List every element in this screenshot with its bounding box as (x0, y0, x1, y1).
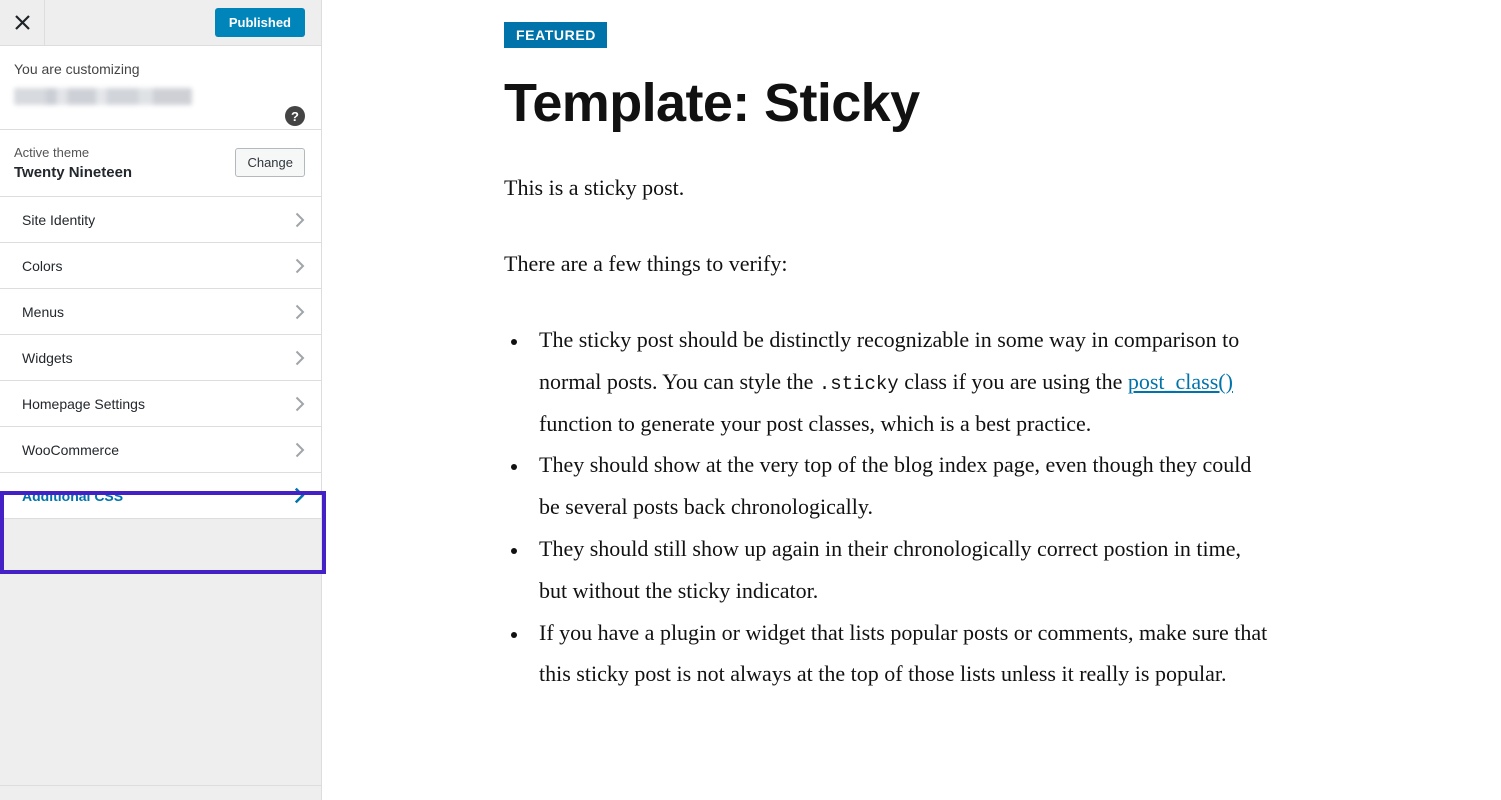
active-theme-label: Active theme (14, 145, 90, 160)
sidebar-item-widgets[interactable] (0, 335, 321, 381)
sidebar-item-label: Homepage Settings (22, 395, 145, 412)
sidebar-item-label: Colors (22, 257, 63, 274)
chevron-right-icon (295, 442, 305, 458)
list-item-text-part: class if you are using the (898, 368, 1128, 394)
sidebar-item-label: Menus (22, 303, 65, 320)
change-theme-button[interactable]: Change (235, 148, 305, 177)
list-item: • They should still show up again in their chronologically correct postion in time, but without the sticky indicator. (529, 528, 1274, 612)
sidebar-item-additional-css[interactable] (0, 473, 321, 519)
chevron-right-icon (295, 304, 305, 320)
sidebar-item-label: Additional CSS (22, 487, 124, 504)
featured-badge: FEATURED (504, 22, 607, 48)
customizing-info (0, 46, 321, 130)
chevron-right-icon (295, 350, 305, 366)
site-preview (322, 0, 1501, 800)
publish-button[interactable]: Published (215, 8, 305, 38)
sidebar-item-menus[interactable] (0, 289, 321, 335)
sidebar-item-label: WooCommerce (22, 441, 119, 458)
sidebar-item-colors[interactable] (0, 243, 321, 289)
list-item-text-part: The sticky post should be distinctly recognizable in some way in comparison to normal posts. You can style the (539, 326, 1240, 394)
sidebar-item-label: Site Identity (22, 211, 96, 228)
close-customizer-button[interactable] (0, 0, 45, 45)
chevron-right-icon (295, 396, 305, 412)
inline-code: .sticky (818, 372, 899, 395)
customizer-panel-list (0, 197, 321, 519)
list-item: • If you have a plugin or widget that lists popular posts or comments, make sure that this sticky post is not always at the top of those lists unless it really is popular. (529, 612, 1274, 696)
sidebar-item-woocommerce[interactable] (0, 427, 321, 473)
customizer-sidebar (0, 0, 322, 800)
post-class-link[interactable]: post_class() (1127, 368, 1233, 394)
list-item: • They should show at the very top of the blog index page, even though they could be several posts back chronologically. (529, 444, 1274, 528)
sidebar-item-site-identity[interactable] (0, 197, 321, 243)
page-title: Template: Sticky (504, 73, 920, 133)
site-name-redacted (14, 88, 192, 105)
chevron-right-icon (294, 487, 305, 504)
active-theme-row (0, 130, 321, 197)
post-article (322, 0, 1501, 695)
post-content (504, 167, 1274, 695)
customizing-label: You are customizing (14, 61, 140, 77)
active-theme-name: Twenty Nineteen (14, 164, 133, 181)
list-item (529, 319, 1274, 444)
customizer-header (0, 0, 321, 46)
sidebar-bottom-divider (0, 785, 322, 786)
post-paragraph-1: This is a sticky post. (504, 175, 685, 201)
sidebar-item-label: Widgets (22, 349, 73, 366)
list-item-text-part: function to generate your post classes, which is a best practice. (539, 410, 1092, 436)
sidebar-item-homepage-settings[interactable] (0, 381, 321, 427)
post-list (504, 319, 1274, 695)
post-paragraph-2: There are a few things to verify: (504, 251, 788, 277)
close-icon (14, 14, 31, 31)
help-icon[interactable]: ? (285, 106, 305, 126)
chevron-right-icon (295, 258, 305, 274)
chevron-right-icon (295, 212, 305, 228)
